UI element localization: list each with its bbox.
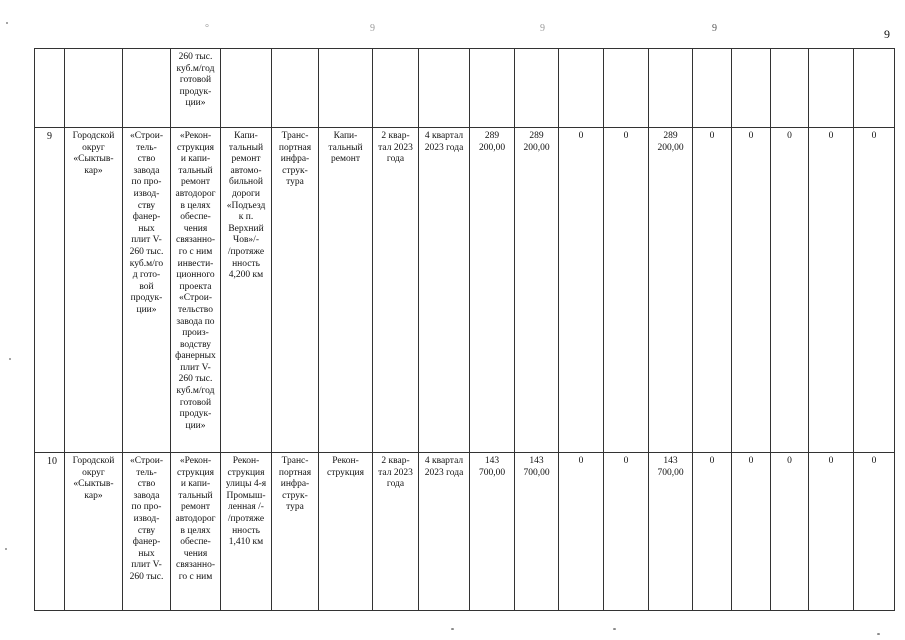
amount-col-10-cell bbox=[854, 128, 895, 453]
federal-amount-cell-text: 143 700,00 bbox=[523, 456, 550, 478]
amount-col-8-cell bbox=[771, 453, 809, 611]
object-cell bbox=[221, 49, 272, 128]
amount-col-9-cell bbox=[809, 128, 854, 453]
municipality-cell bbox=[65, 128, 123, 453]
work-type-cell-text: Капи- тальный ремонт bbox=[328, 131, 363, 165]
amount-col-7-cell bbox=[732, 128, 771, 453]
amount-col-7-cell bbox=[732, 49, 771, 128]
investment-project-cell-text: «Строи- тель- ство завода по про- извод- ству фанер- ных плит V- 260 тыс. куб.м/го д гото- вой продук- ции» bbox=[129, 131, 164, 315]
amount-col-7-cell bbox=[732, 453, 771, 611]
end-date-cell bbox=[419, 49, 470, 128]
amount-col-10-cell-text: 0 bbox=[871, 131, 877, 141]
funds-amount-cell-text: 143 700,00 bbox=[657, 456, 684, 478]
local-amount-cell bbox=[604, 49, 649, 128]
work-type-cell bbox=[319, 128, 373, 453]
regional-amount-cell-text: 0 bbox=[578, 456, 584, 466]
total-amount-cell-text: 143 700,00 bbox=[478, 456, 506, 478]
category-cell-text: Транс- портная инфра- струк- тура bbox=[278, 131, 312, 188]
amount-col-8-cell-text: 0 bbox=[787, 456, 792, 466]
funds-amount-cell-text: 289 200,00 bbox=[657, 131, 684, 153]
start-date-cell bbox=[373, 453, 419, 611]
local-amount-cell bbox=[604, 128, 649, 453]
object-cell-text: Рекон- струкция улицы 4-я Промыш- ленная /- /протяже нность 1,410 км bbox=[225, 456, 267, 548]
investment-projects-table bbox=[34, 48, 895, 611]
local-amount-cell bbox=[604, 453, 649, 611]
start-date-cell bbox=[373, 128, 419, 453]
event-cell bbox=[171, 49, 221, 128]
work-type-cell bbox=[319, 49, 373, 128]
scan-dot bbox=[451, 628, 454, 630]
amount-col-6-cell bbox=[693, 49, 732, 128]
funds-amount-cell bbox=[649, 128, 693, 453]
scan-dot bbox=[5, 548, 7, 550]
amount-col-7-cell-text: 0 bbox=[748, 131, 754, 141]
event-cell-text: «Рекон- струкция и капи- тальный ремонт автодорог в целях обеспе- чения связанно- го с ним инвести- ционного проекта «Строи- тельство завода по произ- водству фанерных плит V- 260 тыс. куб.м/год готовой продук- ции» bbox=[175, 131, 216, 431]
work-type-cell-text: Рекон- струкция bbox=[326, 456, 364, 478]
total-amount-cell bbox=[470, 49, 515, 128]
end-date-cell-text: 4 квартал 2023 года bbox=[424, 456, 464, 478]
total-amount-cell-text: 289 200,00 bbox=[478, 131, 506, 153]
funds-amount-cell bbox=[649, 49, 693, 128]
municipality-cell bbox=[65, 49, 123, 128]
start-date-cell bbox=[373, 49, 419, 128]
amount-col-9-cell bbox=[809, 49, 854, 128]
investment-project-cell bbox=[123, 453, 171, 611]
regional-amount-cell bbox=[559, 128, 604, 453]
category-cell bbox=[272, 49, 319, 128]
category-cell bbox=[272, 128, 319, 453]
amount-col-10-cell bbox=[854, 49, 895, 128]
scan-mark-3: 9 bbox=[540, 23, 545, 34]
work-type-cell bbox=[319, 453, 373, 611]
row-number-text: 10 bbox=[47, 456, 57, 467]
federal-amount-cell-text: 289 200,00 bbox=[523, 131, 550, 153]
event-cell-text: 260 тыс. куб.м/год готовой продук- ции» bbox=[176, 52, 215, 109]
table-row bbox=[35, 49, 895, 128]
event-cell bbox=[171, 453, 221, 611]
scan-dot bbox=[877, 633, 880, 635]
row-number bbox=[35, 128, 65, 453]
amount-col-6-cell bbox=[693, 453, 732, 611]
row-number bbox=[35, 453, 65, 611]
amount-col-8-cell bbox=[771, 128, 809, 453]
row-number-text: 9 bbox=[47, 131, 52, 142]
amount-col-10-cell-text: 0 bbox=[871, 456, 877, 466]
total-amount-cell bbox=[470, 453, 515, 611]
table-row bbox=[35, 453, 895, 611]
federal-amount-cell bbox=[515, 453, 559, 611]
event-cell bbox=[171, 128, 221, 453]
amount-col-8-cell bbox=[771, 49, 809, 128]
amount-col-9-cell bbox=[809, 453, 854, 611]
federal-amount-cell bbox=[515, 49, 559, 128]
scan-dot bbox=[9, 358, 11, 360]
scan-dot bbox=[6, 22, 8, 24]
scan-mark-1: ° bbox=[205, 23, 209, 34]
end-date-cell bbox=[419, 453, 470, 611]
amount-col-6-cell-text: 0 bbox=[709, 456, 715, 466]
investment-project-cell-text: «Строи- тель- ство завода по про- извод- ству фанер- ных плит V- 260 тыс. bbox=[129, 456, 164, 582]
object-cell-text: Капи- тальный ремонт автомо- бильной дороги «Подъезд к п. Верхний Чов»/- /протяже нность 4,200 км bbox=[226, 131, 266, 281]
scan-dot bbox=[613, 628, 616, 630]
amount-col-10-cell bbox=[854, 453, 895, 611]
investment-project-cell bbox=[123, 128, 171, 453]
regional-amount-cell-text: 0 bbox=[578, 131, 584, 141]
municipality-cell-text: Городской округ «Сыктыв- кар» bbox=[72, 131, 115, 176]
amount-col-9-cell-text: 0 bbox=[828, 456, 834, 466]
amount-col-6-cell-text: 0 bbox=[709, 131, 715, 141]
regional-amount-cell bbox=[559, 453, 604, 611]
start-date-cell-text: 2 квар- тал 2023 года bbox=[378, 456, 413, 490]
municipality-cell-text: Городской округ «Сыктыв- кар» bbox=[72, 456, 115, 501]
object-cell bbox=[221, 128, 272, 453]
object-cell bbox=[221, 453, 272, 611]
category-cell-text: Транс- портная инфра- струк- тура bbox=[278, 456, 312, 513]
local-amount-cell-text: 0 bbox=[623, 456, 629, 466]
municipality-cell bbox=[65, 453, 123, 611]
page-number: 9 bbox=[884, 27, 890, 41]
end-date-cell bbox=[419, 128, 470, 453]
amount-col-6-cell bbox=[693, 128, 732, 453]
scan-mark-2: 9 bbox=[370, 23, 375, 34]
table-row bbox=[35, 128, 895, 453]
end-date-cell-text: 4 квартал 2023 года bbox=[424, 131, 464, 153]
investment-project-cell bbox=[123, 49, 171, 128]
regional-amount-cell bbox=[559, 49, 604, 128]
row-number bbox=[35, 49, 65, 128]
local-amount-cell-text: 0 bbox=[623, 131, 629, 141]
start-date-cell-text: 2 квар- тал 2023 года bbox=[378, 131, 413, 165]
federal-amount-cell bbox=[515, 128, 559, 453]
category-cell bbox=[272, 453, 319, 611]
event-cell-text: «Рекон- струкция и капи- тальный ремонт автодорог в целях обеспе- чения связанно- го с ним bbox=[175, 456, 216, 582]
scan-mark-4: 9 bbox=[712, 23, 717, 34]
amount-col-9-cell-text: 0 bbox=[828, 131, 834, 141]
funds-amount-cell bbox=[649, 453, 693, 611]
amount-col-8-cell-text: 0 bbox=[787, 131, 792, 141]
amount-col-7-cell-text: 0 bbox=[748, 456, 754, 466]
total-amount-cell bbox=[470, 128, 515, 453]
